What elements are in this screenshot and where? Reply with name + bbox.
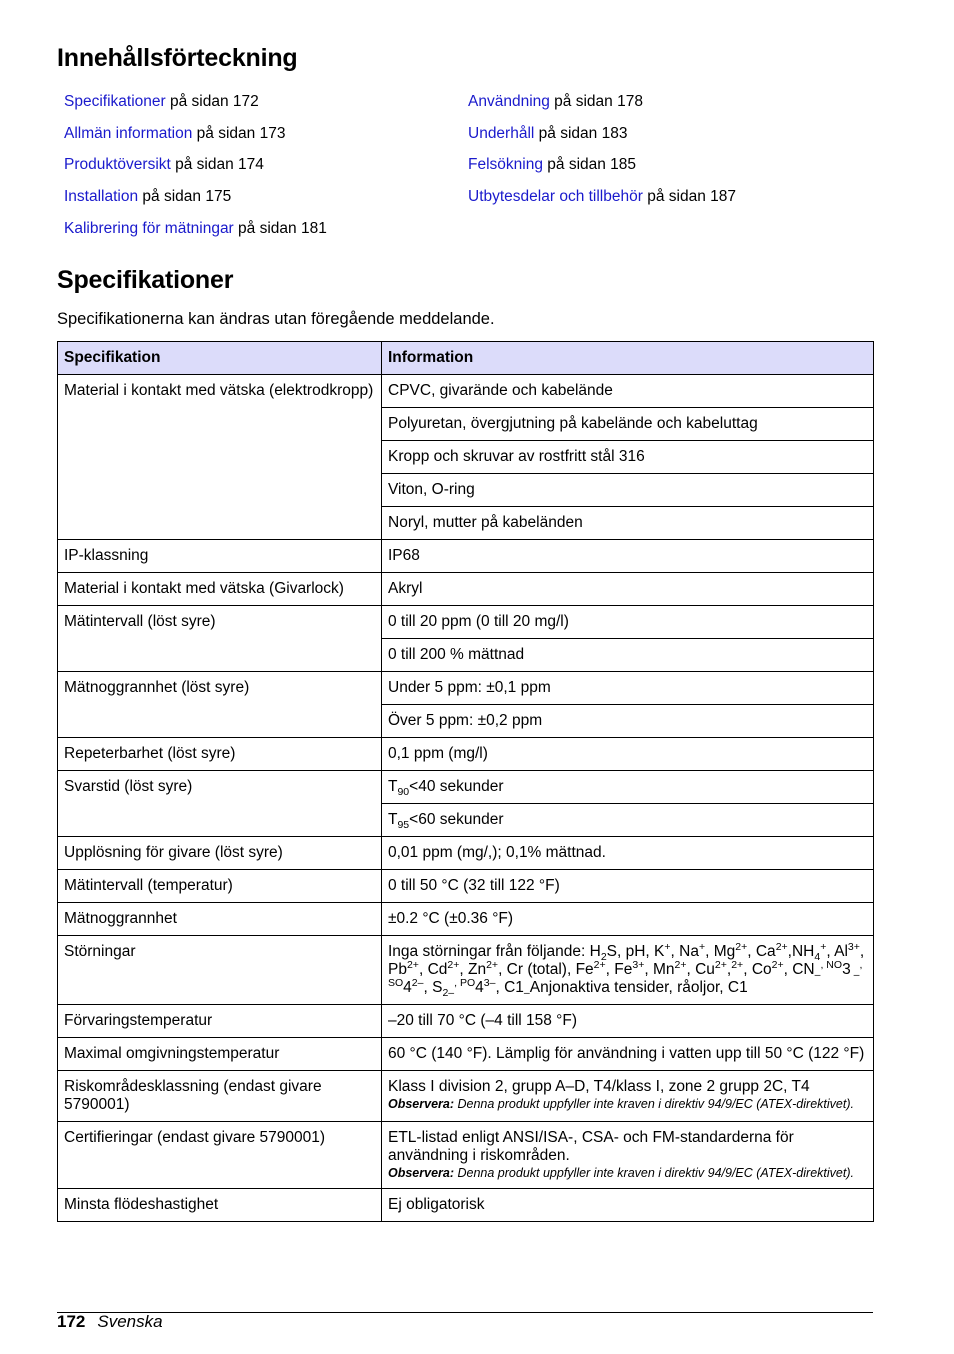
table-row — [58, 903, 874, 936]
row-value — [382, 1122, 874, 1189]
row-value: 0,01 ppm (mg/,); 0,1% mättnad. — [382, 837, 874, 870]
toc-heading: Innehållsförteckning — [57, 44, 298, 72]
toc-entry — [64, 92, 327, 124]
header-specification: Specifikation — [58, 342, 382, 375]
chem-text: , Mg — [705, 943, 736, 960]
toc-entry — [64, 187, 327, 219]
chem-text: Anjonaktiva tensider, råoljor, C1 — [529, 979, 748, 996]
toc-page-ref: på sidan 178 — [549, 93, 643, 110]
intro-text: Specifikationerna kan ändras utan föregående meddelande. — [57, 310, 495, 328]
chem-sup: 2+ — [735, 940, 748, 953]
chem-sub: 4 — [814, 951, 821, 964]
hazard-class-text: Klass I division 2, grupp A–D, T4/klass I, zone 2 grupp 2C, T4 — [388, 1078, 810, 1095]
row-label: Riskområdesklassning (endast givare 5790001) — [58, 1071, 382, 1122]
t95-subscript: 95 — [397, 819, 410, 832]
toc-link[interactable]: Specifikationer — [64, 93, 166, 110]
toc-link[interactable]: Utbytesdelar och tillbehör — [468, 188, 643, 206]
chem-text: , Cr (total), Fe — [498, 961, 594, 978]
row-value: ±0.2 °C (±0.36 °F) — [382, 903, 874, 936]
row-label: Minsta flödeshastighet — [58, 1189, 382, 1222]
chem-sub: – — [523, 987, 530, 1000]
row-value-interferences — [382, 936, 874, 1005]
chem-sup: 3– — [483, 976, 496, 989]
footer-divider — [57, 1312, 873, 1313]
toc-entry — [64, 124, 327, 156]
t90-symbol: T — [388, 778, 398, 795]
row-value: Akryl — [382, 573, 874, 606]
table-row — [58, 606, 874, 639]
row-value: Viton, O-ring — [382, 474, 874, 507]
row-value: IP68 — [382, 540, 874, 573]
chem-sup: 2+ — [674, 958, 687, 971]
row-label: Repeterbarhet (löst syre) — [58, 738, 382, 771]
row-value: Kropp och skruvar av rostfritt stål 316 — [382, 441, 874, 474]
chem-sup: , SO — [388, 958, 863, 989]
table-row — [58, 672, 874, 705]
row-value — [382, 1071, 874, 1122]
toc-page-ref: på sidan 187 — [642, 188, 736, 206]
chem-sub: 2– — [442, 987, 455, 1000]
chem-text: S, pH, K — [606, 943, 665, 960]
table-row — [58, 1071, 874, 1122]
chem-text: , Ca — [747, 943, 776, 960]
toc-entry — [468, 155, 736, 187]
chem-text: , Na — [670, 943, 699, 960]
row-label: Störningar — [58, 936, 382, 1005]
table-header-row — [58, 342, 874, 375]
row-label: Mätnoggrannhet — [58, 903, 382, 936]
t95-symbol: T — [388, 811, 398, 828]
toc-page-ref: på sidan 183 — [534, 124, 628, 142]
toc-entry — [64, 155, 327, 187]
chem-text: , Cu — [686, 961, 715, 978]
row-label: Förvaringstemperatur — [58, 1005, 382, 1038]
chem-text: 3 — [842, 961, 851, 978]
table-row — [58, 1122, 874, 1189]
chem-sup: 2+ — [593, 958, 606, 971]
chem-sup: 2+ — [731, 958, 744, 971]
chem-text: , C1 — [495, 979, 524, 996]
chem-sup: 2+ — [486, 958, 499, 971]
toc-entry — [64, 219, 327, 251]
note — [388, 1096, 867, 1112]
chem-sub: 2 — [600, 951, 607, 964]
toc-page-ref: på sidan 173 — [192, 124, 286, 142]
row-label: Maximal omgivningstemperatur — [58, 1038, 382, 1071]
toc-link[interactable]: Allmän information — [64, 124, 193, 142]
specifications-heading: Specifikationer — [57, 266, 234, 294]
header-information: Information — [382, 342, 874, 375]
chem-text: , Mn — [644, 961, 675, 978]
toc-link[interactable]: Kalibrering för mätningar — [64, 219, 234, 237]
toc-entry — [468, 187, 736, 219]
toc-link[interactable]: Underhåll — [468, 124, 535, 142]
chem-sub: – — [814, 969, 821, 982]
row-value: Under 5 ppm: ±0,1 ppm — [382, 672, 874, 705]
chem-sup: + — [664, 940, 671, 953]
table-row — [58, 738, 874, 771]
chem-sup: , NO — [820, 958, 843, 971]
row-value: CPVC, givarände och kabelände — [382, 375, 874, 408]
row-label: Mätintervall (löst syre) — [58, 606, 382, 672]
chem-sup: , PO — [454, 976, 476, 989]
row-value — [382, 804, 874, 837]
toc-page-ref: på sidan 185 — [542, 156, 637, 174]
row-label: Material i kontakt med vätska (Givarlock) — [58, 573, 382, 606]
toc-link[interactable]: Felsökning — [468, 156, 543, 174]
note-label: Observera: — [388, 1166, 455, 1180]
chem-sup: 2+ — [775, 940, 788, 953]
row-label: Upplösning för givare (löst syre) — [58, 837, 382, 870]
toc-page-ref: på sidan 175 — [138, 188, 232, 206]
row-label: Material i kontakt med vätska (elektrodkropp) — [58, 375, 382, 540]
page-number: 172 — [57, 1312, 86, 1331]
t90-value: <40 sekunder — [409, 778, 504, 795]
row-label: IP-klassning — [58, 540, 382, 573]
row-value: 0 till 50 °C (32 till 122 °F) — [382, 870, 874, 903]
chem-text: , Cd — [418, 961, 448, 978]
chem-sup: + — [820, 940, 827, 953]
row-value: Över 5 ppm: ±0,2 ppm — [382, 705, 874, 738]
chem-sup: 3+ — [847, 940, 860, 953]
toc-page-ref: på sidan 174 — [170, 156, 264, 174]
chem-text: Inga störningar från följande: H — [388, 943, 601, 960]
row-label: Certifieringar (endast givare 5790001) — [58, 1122, 382, 1189]
table-row — [58, 573, 874, 606]
toc-link[interactable]: Användning — [468, 93, 550, 110]
chem-text: , CN — [783, 961, 815, 978]
chem-text: , Al — [826, 943, 848, 960]
row-value: 0,1 ppm (mg/l) — [382, 738, 874, 771]
toc-link[interactable]: Produktöversikt — [64, 156, 171, 174]
row-value: 0 till 20 ppm (0 till 20 mg/l) — [382, 606, 874, 639]
table-row — [58, 1005, 874, 1038]
chem-text: , Fe — [605, 961, 633, 978]
chem-sup: 3+ — [632, 958, 645, 971]
chem-sup: 2+ — [406, 958, 419, 971]
row-value — [382, 771, 874, 804]
table-row — [58, 540, 874, 573]
chem-sup: 2+ — [714, 958, 727, 971]
chem-sup: 2+ — [771, 958, 784, 971]
spec-table — [57, 341, 874, 1222]
row-value: 0 till 200 % mättnad — [382, 639, 874, 672]
table-row — [58, 837, 874, 870]
row-value: 60 °C (140 °F). Lämplig för användning i vatten upp till 50 °C (122 °F) — [382, 1038, 874, 1071]
table-row — [58, 936, 874, 1005]
table-row — [58, 870, 874, 903]
chem-sup: 2– — [411, 976, 424, 989]
chem-sup: + — [698, 940, 706, 953]
row-value: –20 till 70 °C (–4 till 158 °F) — [382, 1005, 874, 1038]
row-value: Polyuretan, övergjutning på kabelände och kabeluttag — [382, 408, 874, 441]
toc-link[interactable]: Installation — [64, 188, 139, 206]
page-footer — [57, 1312, 163, 1332]
chem-text: 4 — [403, 979, 412, 996]
chem-sub: – — [850, 969, 860, 982]
note-label: Observera: — [388, 1097, 455, 1111]
chem-text: , — [726, 961, 732, 978]
toc-page-ref: på sidan 172 — [165, 93, 259, 110]
footer-language: Svenska — [97, 1312, 163, 1331]
t90-subscript: 90 — [397, 786, 410, 799]
row-value: Noryl, mutter på kabeländen — [382, 507, 874, 540]
chem-sup: 2+ — [447, 958, 460, 971]
row-value: Ej obligatorisk — [382, 1189, 874, 1222]
toc-page-ref: på sidan 181 — [233, 219, 327, 237]
table-row — [58, 1189, 874, 1222]
row-label: Mätintervall (temperatur) — [58, 870, 382, 903]
chem-text: 4 — [475, 979, 484, 996]
certification-text: ETL-listad enligt ANSI/ISA-, CSA- och FM-standarderna för användning i riskområden. — [388, 1129, 794, 1164]
row-label: Mätnoggrannhet (löst syre) — [58, 672, 382, 738]
toc-right-column — [468, 92, 736, 219]
row-label: Svarstid (löst syre) — [58, 771, 382, 837]
toc-entry — [468, 92, 736, 124]
toc-left-column — [64, 92, 327, 250]
t95-value: <60 sekunder — [409, 811, 504, 828]
table-row — [58, 1038, 874, 1071]
toc-entry — [468, 124, 736, 156]
chem-text: , S — [423, 979, 443, 996]
chem-text: , Pb — [388, 943, 865, 978]
note — [388, 1165, 867, 1181]
chem-text: , Co — [743, 961, 772, 978]
note-text: Denna produkt uppfyller inte kraven i direktiv 94/9/EC (ATEX-direktivet). — [454, 1166, 854, 1180]
note-text: Denna produkt uppfyller inte kraven i direktiv 94/9/EC (ATEX-direktivet). — [454, 1097, 854, 1111]
table-row — [58, 771, 874, 804]
chem-text: ,NH — [787, 943, 815, 960]
table-row — [58, 375, 874, 408]
chem-text: , Zn — [459, 961, 487, 978]
